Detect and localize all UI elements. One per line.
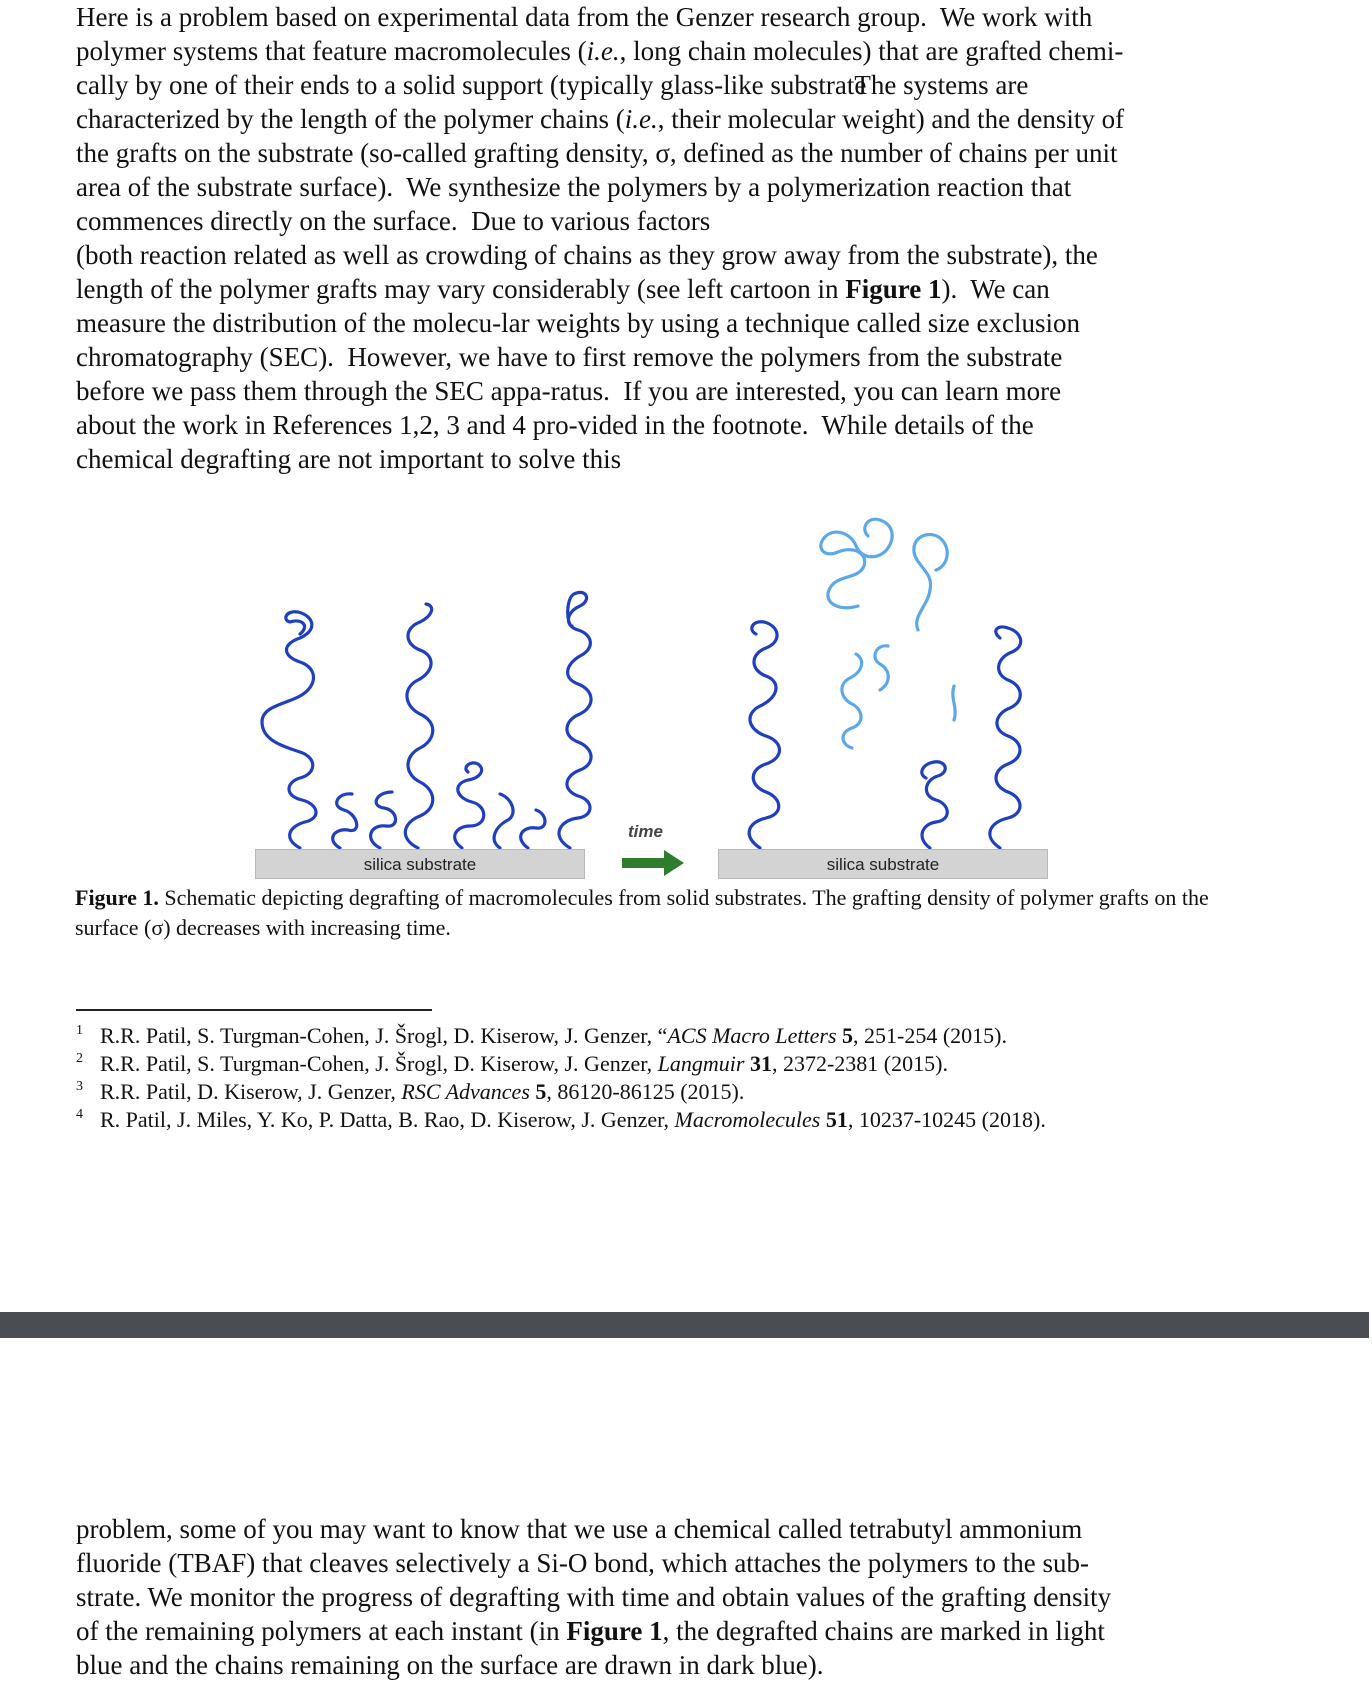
caption-text: Schematic depicting degrafting of macromolecules from solid substrates. The grafting density of polymer grafts on the surface (σ) decreases with increasing time. — [75, 885, 1209, 940]
time-label: time — [628, 822, 663, 841]
text-line: chemical degrafting are not important to solve this — [76, 444, 622, 474]
footnote-divider — [76, 1009, 432, 1011]
dark-chain — [333, 794, 357, 848]
footnote-number: 2 — [76, 1051, 83, 1066]
dark-chain — [371, 792, 396, 848]
text-line: blue and the chains remaining on the surface are drawn in dark blue). — [76, 1650, 824, 1680]
footnote-2: $^2$ R.R. Patil, S. Turgman-Cohen, J. Šrogl, D. Kiserow, J. Genzer, Langmuir 31, 2372-2381 (2015). — [76, 1051, 948, 1076]
silica-substrate-left: silica substrate — [255, 849, 585, 879]
text-line: the grafts on the substrate (so-called grafting density, σ, defined as the number of chains per unit — [76, 138, 1118, 168]
light-chain — [914, 534, 947, 630]
time-arrow-icon — [622, 850, 686, 876]
footnote-1: $^1$ R.R. Patil, S. Turgman-Cohen, J. Šrogl, D. Kiserow, J. Genzer, “ACS Macro Letters 5, 251-254 (2015). — [76, 1023, 1007, 1048]
text-line: strate. We monitor the progress of degrafting with time and obtain values of the grafting density — [76, 1582, 1112, 1612]
light-chain — [821, 519, 892, 608]
paragraph-intro — [76, 0, 1236, 476]
text-line: commences directly on the surface. Due to various factors — [76, 206, 711, 236]
text-line: (both reaction related as well as crowding of chains as they grow away from the substrate), the — [76, 240, 1098, 270]
silica-substrate-right: silica substrate — [718, 849, 1048, 879]
text-line: problem, some of you may want to know that we use a chemical called tetrabutyl ammonium — [76, 1514, 1083, 1544]
footnote-4: $^4$ R. Patil, J. Miles, Y. Ko, P. Datta, B. Rao, D. Kiserow, J. Genzer, Macromolecules 51, 10237-10245 (2018). — [76, 1107, 1046, 1132]
dark-chain — [494, 794, 513, 848]
text-line: Here is a problem based on experimental data from the Genzer research group. We work with — [76, 2, 1093, 32]
footnote-number: 3 — [76, 1079, 83, 1094]
dark-chain — [559, 592, 591, 848]
text-line: polymer systems that feature macromolecules (i.e., long chain molecules) that are grafted chemi- — [76, 36, 1124, 66]
text-line: about the work in References 1,2, 3 and 4 pro-vided in the footnote. While details of the — [76, 410, 1034, 440]
light-chain — [953, 686, 955, 720]
text-line: area of the substrate surface). We synthesize the polymers by a polymerization reaction that — [76, 172, 1072, 202]
text-line: length of the polymer grafts may vary considerably (see left cartoon in Figure 1). We can — [76, 274, 1050, 304]
text-line: before we pass them through the SEC appa-ratus. If you are interested, you can learn more — [76, 376, 1062, 406]
dark-chain — [455, 763, 484, 848]
text-line: cally by one of their ends to a solid support (typically glass-like substratThe systems are — [76, 70, 1029, 100]
dark-chain — [749, 622, 779, 848]
footnote-number: 1 — [76, 1023, 83, 1038]
dark-chain — [922, 762, 947, 848]
light-chain — [842, 654, 862, 748]
text-line: measure the distribution of the molecu-lar weights by using a technique called size exclusion — [76, 308, 1080, 338]
footnotes — [76, 1022, 1256, 1134]
light-chain — [875, 646, 888, 690]
footnote-3: $^3$ R.R. Patil, D. Kiserow, J. Genzer, RSC Advances 5, 86120-86125 (2015). — [76, 1079, 745, 1104]
figure-caption — [75, 883, 1245, 943]
dark-chain — [262, 612, 316, 848]
text-line: of the remaining polymers at each instant (in Figure 1, the degrafted chains are marked in light — [76, 1616, 1105, 1646]
dark-chain — [405, 604, 432, 848]
page-break-divider — [0, 1312, 1372, 1338]
dark-chain — [990, 627, 1021, 848]
text-line: chromatography (SEC). However, we have to first remove the polymers from the substrate — [76, 342, 1063, 372]
text-line: fluoride (TBAF) that cleaves selectively a Si-O bond, which attaches the polymers to the sub- — [76, 1548, 1089, 1578]
footnote-number: 4 — [76, 1107, 83, 1122]
paragraph-continuation — [76, 1512, 1236, 1682]
dark-chain — [521, 810, 545, 848]
caption-label: Figure 1. — [75, 885, 159, 910]
text-line: characterized by the length of the polymer chains (i.e., their molecular weight) and the density of — [76, 104, 1125, 134]
